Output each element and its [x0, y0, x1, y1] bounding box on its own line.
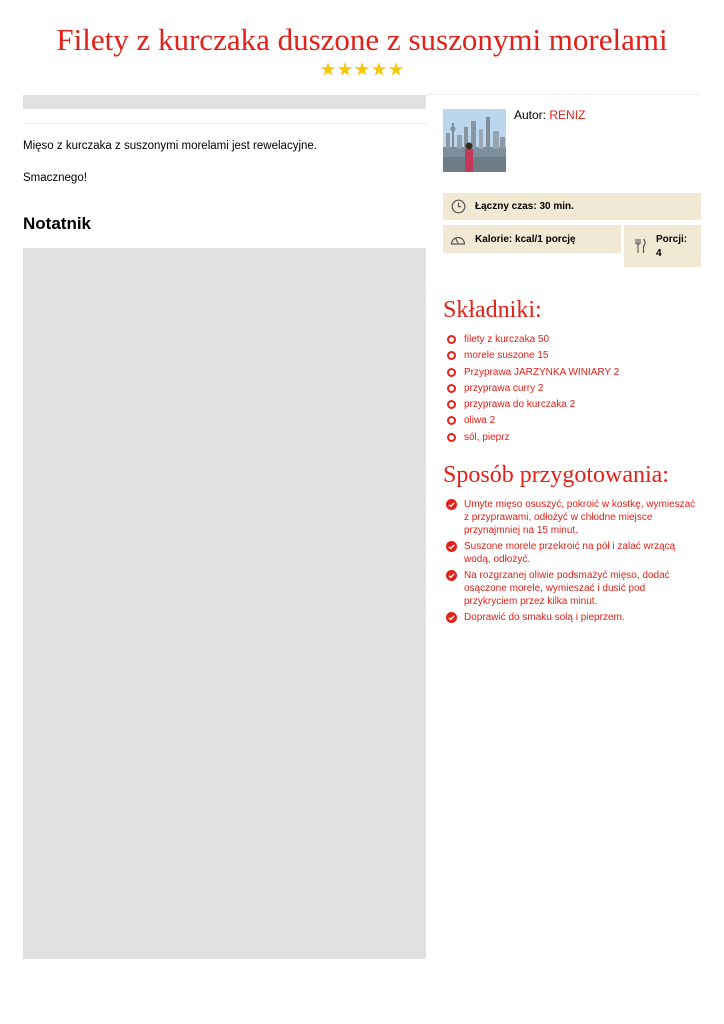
author-line: [514, 108, 585, 122]
check-icon: [446, 612, 457, 623]
total-time: Łączny czas: 30 min.: [475, 201, 574, 212]
step-item: Na rozgrzanej oliwie podsmażyć mięso, dodać osączone morele, wymieszać i dusić pod przykryciem przez kilka minut.: [446, 569, 701, 608]
ingredient-item: Przyprawa JARZYNKA WINIARY 2: [447, 367, 619, 383]
image-placeholder-bar: [23, 95, 426, 109]
ingredient-item: filety z kurczaka 50: [447, 334, 619, 350]
ingredients-title: Składniki:: [443, 297, 542, 323]
ingredient-item: oliwa 2: [447, 415, 619, 431]
bullet-icon: [447, 416, 456, 425]
check-icon: [446, 499, 457, 510]
servings-label: Porcji:: [656, 234, 688, 245]
total-time-box: [443, 193, 701, 220]
bullet-icon: [447, 433, 456, 442]
recipe-description: [23, 139, 423, 203]
divider: [23, 123, 426, 124]
step-item: Doprawić do smaku solą i pieprzem.: [446, 611, 701, 624]
recipe-title: Filety z kurczaka duszone z suszonymi morelami: [56, 22, 668, 57]
description-paragraph: Mięso z kurczaka z suszonymi morelami jest rewelacyjne.: [23, 140, 317, 152]
ingredient-item: morele suszone 15: [447, 350, 619, 366]
description-paragraph: Smacznego!: [23, 172, 87, 184]
ingredient-item: przyprawa do kurczaka 2: [447, 399, 619, 415]
star-icon: [338, 62, 353, 77]
ingredient-item: sól, pieprz: [447, 432, 619, 448]
calories-box: [443, 225, 621, 253]
check-icon: [446, 570, 457, 581]
step-item: Umyte mięso osuszyć, pokroić w kostkę, wymieszać z przyprawami, odłożyć w chłodne miejsce przynajmniej na 15 minut.: [446, 498, 701, 537]
ingredients-list: [447, 334, 619, 448]
servings-value: 4: [656, 248, 662, 259]
bullet-icon: [447, 368, 456, 377]
ingredient-item: przyprawa curry 2: [447, 383, 619, 399]
bullet-icon: [447, 384, 456, 393]
check-icon: [446, 541, 457, 552]
bullet-icon: [447, 400, 456, 409]
author-name-link[interactable]: RENIZ: [549, 108, 586, 122]
calories: Kalorie: kcal/1 porcję: [475, 234, 576, 245]
star-icon: [355, 62, 370, 77]
author-avatar[interactable]: [443, 109, 506, 172]
notes-area[interactable]: [23, 248, 426, 959]
rating-stars: [0, 62, 724, 82]
servings-box: [624, 225, 701, 267]
author-label: Autor:: [514, 108, 547, 122]
method-steps: [446, 498, 701, 627]
skyline-photo: [443, 109, 506, 172]
star-icon: [389, 62, 404, 77]
bullet-icon: [447, 335, 456, 344]
bullet-icon: [447, 351, 456, 360]
gauge-icon: [450, 232, 466, 246]
star-icon: [372, 62, 387, 77]
cutlery-icon: [634, 238, 646, 254]
step-item: Suszone morele przekroić na pół i zalać wrzącą wodą, odłożyć.: [446, 540, 701, 566]
divider: [426, 94, 700, 95]
notes-title: Notatnik: [23, 214, 91, 233]
star-icon: [321, 62, 336, 77]
method-title: Sposób przygotowania:: [443, 462, 669, 488]
clock-icon: [451, 199, 466, 214]
